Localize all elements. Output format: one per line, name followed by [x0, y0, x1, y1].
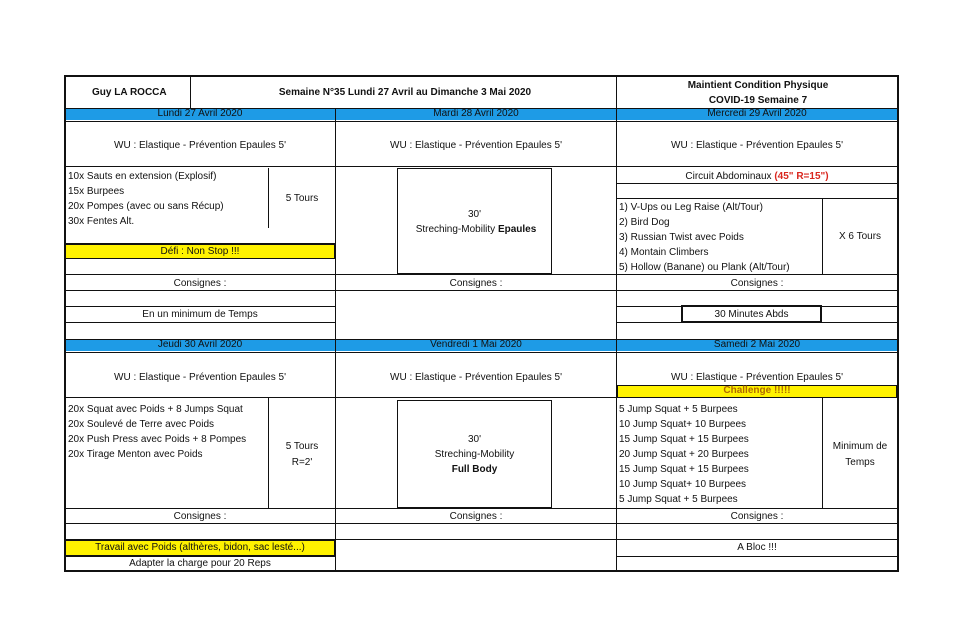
program-subtitle: COVID-19 Semaine 7 [708, 95, 808, 106]
friday-focus: Full Body [451, 464, 498, 475]
list-item: 20x Pompes (avec ou sans Récup) [68, 201, 224, 212]
saturday-goal-line2: Temps [845, 457, 875, 468]
grid-line [64, 523, 898, 524]
list-item: 5 Jump Squat + 5 Burpees [619, 494, 738, 505]
program-title: Maintient Condition Physique [687, 80, 829, 91]
grid-line [897, 75, 899, 572]
week-title: Semaine N°35 Lundi 27 Avril au Dimanche 3 Mai 2020 [278, 87, 532, 98]
saturday-exercise-list [619, 402, 749, 507]
list-item: 3) Russian Twist avec Poids [619, 232, 744, 243]
grid-line [617, 183, 898, 184]
friday-activity: Streching-Mobility [434, 449, 515, 460]
list-item: 4) Montain Climbers [619, 247, 709, 258]
wednesday-consignes: Consignes : [730, 278, 784, 289]
grid-line [190, 75, 191, 108]
wednesday-warmup: WU : Elastique - Prévention Epaules 5' [671, 140, 843, 151]
list-item: 10 Jump Squat+ 10 Burpees [619, 419, 747, 430]
wednesday-note: 30 Minutes Abds [714, 309, 789, 320]
list-item: 10 Jump Squat+ 10 Burpees [619, 479, 747, 490]
list-item: 10x Sauts en extension (Explosif) [68, 171, 217, 182]
thursday-rest: R=2' [291, 457, 313, 468]
monday-warmup: WU : Elastique - Prévention Epaules 5' [114, 140, 286, 151]
list-item: 2) Bird Dog [619, 217, 670, 228]
friday-warmup: WU : Elastique - Prévention Epaules 5' [390, 372, 562, 383]
grid-line [64, 339, 898, 340]
wednesday-rounds: X 6 Tours [838, 231, 882, 242]
saturday-consignes: Consignes : [730, 511, 784, 522]
saturday-warmup: WU : Elastique - Prévention Epaules 5' [671, 372, 843, 383]
saturday-title: Samedi 2 Mai 2020 [713, 339, 801, 350]
thursday-consignes: Consignes : [173, 511, 227, 522]
saturday-goal-line1: Minimum de [832, 441, 888, 452]
list-item: 5) Hollow (Banane) ou Plank (Alt/Tour) [619, 262, 790, 273]
friday-consignes: Consignes : [449, 511, 503, 522]
thursday-note: Adapter la charge pour 20 Reps [129, 558, 271, 569]
list-item: 1) V-Ups ou Leg Raise (Alt/Tour) [619, 202, 763, 213]
list-item: 15 Jump Squat + 15 Burpees [619, 464, 749, 475]
list-item: 20x Tirage Menton avec Poids [68, 449, 203, 460]
saturday-challenge: Challenge !!!!! [723, 385, 791, 396]
grid-line [64, 508, 898, 509]
list-item: 30x Fentes Alt. [68, 216, 135, 227]
tuesday-duration: 30' [467, 209, 482, 220]
wednesday-exercise-list [619, 200, 790, 275]
list-item: 20 Jump Squat + 20 Burpees [619, 449, 749, 460]
monday-note: En un minimum de Temps [142, 309, 258, 320]
athlete-name: Guy LA ROCCA [92, 87, 167, 98]
thursday-title: Jeudi 30 Avril 2020 [157, 339, 243, 350]
list-item: 15 Jump Squat + 15 Burpees [619, 434, 749, 445]
monday-title: Lundi 27 Avril 2020 [157, 108, 243, 119]
grid-line [822, 398, 823, 508]
grid-line [617, 556, 898, 557]
list-item: 20x Push Press avec Poids + 8 Pompes [68, 434, 247, 445]
list-item: 5 Jump Squat + 5 Burpees [619, 404, 738, 415]
friday-duration: 30' [467, 434, 482, 445]
thursday-exercise-list [68, 402, 246, 462]
monday-consignes: Consignes : [173, 278, 227, 289]
monday-rounds: 5 Tours [285, 193, 319, 204]
grid-line [64, 108, 898, 109]
tuesday-consignes: Consignes : [449, 278, 503, 289]
grid-line [617, 198, 898, 199]
wednesday-circuit: Circuit Abdominaux (45" R=15") [685, 171, 829, 182]
list-item: 20x Soulevé de Terre avec Poids [68, 419, 215, 430]
saturday-note: A Bloc !!! [737, 542, 777, 553]
grid-line [64, 290, 898, 291]
thursday-rounds: 5 Tours [285, 441, 319, 452]
grid-line [64, 570, 898, 572]
grid-line [64, 166, 898, 167]
tuesday-activity: Streching-Mobility Epaules [415, 224, 537, 235]
grid-line [64, 322, 336, 323]
grid-line [64, 306, 336, 307]
tuesday-activity-box [397, 168, 552, 274]
grid-line [268, 398, 269, 508]
thursday-warmup: WU : Elastique - Prévention Epaules 5' [114, 372, 286, 383]
list-item: 20x Squat avec Poids + 8 Jumps Squat [68, 404, 243, 415]
monday-exercise-list [68, 169, 224, 229]
thursday-note-highlighted: Travail avec Poids (althères, bidon, sac lesté...) [95, 542, 305, 553]
tuesday-warmup: WU : Elastique - Prévention Epaules 5' [390, 140, 562, 151]
list-item: 15x Burpees [68, 186, 125, 197]
monday-challenge: Défi : Non Stop !!! [160, 246, 240, 257]
grid-line [64, 352, 898, 353]
friday-title: Vendredi 1 Mai 2020 [430, 339, 522, 350]
wednesday-title: Mercredi 29 Avril 2020 [707, 108, 807, 119]
tuesday-title: Mardi 28 Avril 2020 [433, 108, 519, 119]
grid-line [64, 121, 898, 122]
